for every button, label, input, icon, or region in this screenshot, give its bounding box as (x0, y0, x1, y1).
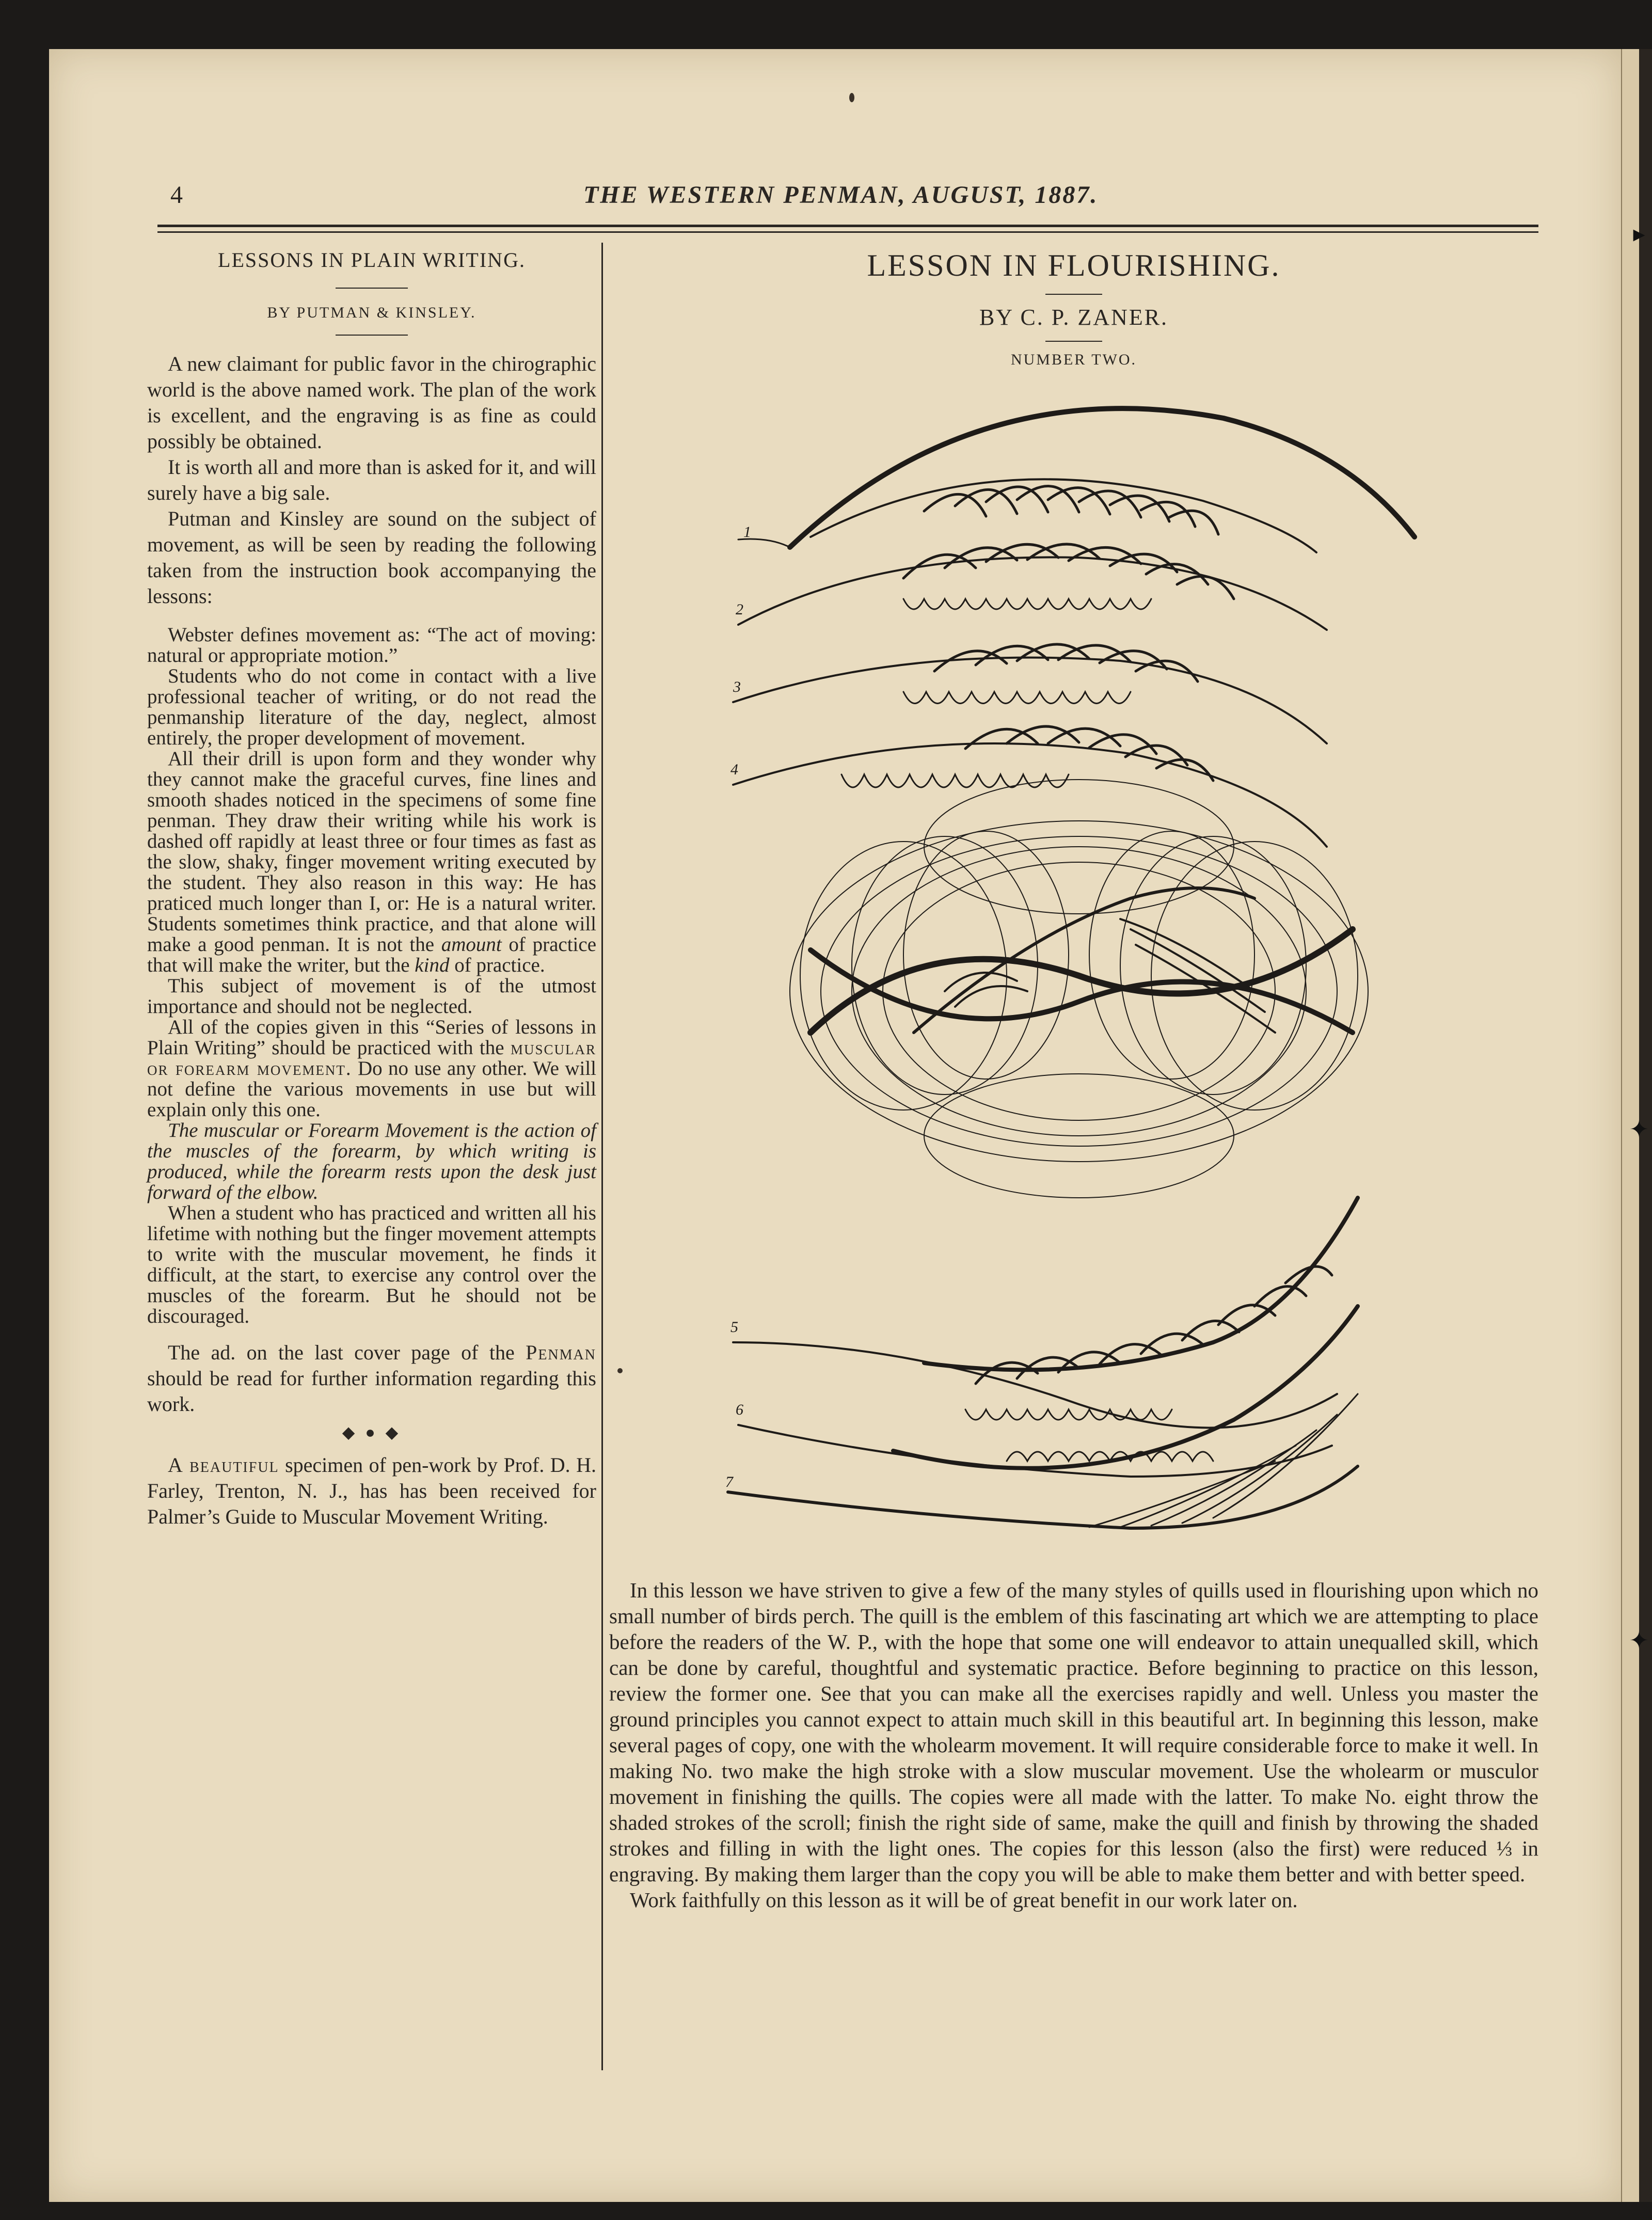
binding-ornament: ✦ (1629, 1116, 1649, 1143)
italic-word: amount (441, 933, 502, 956)
right-column-heading (609, 248, 1538, 369)
text-run: All their drill is upon form and they wonder why they cannot make the graceful curves, fine lines and smooth shades noticed in the specimens of some fine penman. They draw their writing while his work is dashed off rapidly at least three or four times as fast as the slow, shaky, finger movement writing executed by the student. They also reason in this way: He has praticed much longer than I, or: He is a natural writer. Students sometimes think practice, and that alone will make a good penman. It is not the (147, 748, 596, 956)
center-quill-barbs (945, 919, 1275, 1033)
figure-number-1: 1 (743, 524, 751, 541)
flourishing-quills-illustration (614, 382, 1538, 1539)
center-scroll-shade (811, 950, 1353, 1033)
text-run: of practice that will make the writer, but the (147, 933, 596, 976)
text-run: specimen of pen-work by Prof. D. H. Farley, Trenton, N. J., has has been received for Palmer’s Guide to Muscular Movement Writing. (147, 1453, 596, 1528)
text-run: All of the copies given in this “Series of lessons in Plain Writing” should be practiced with the (147, 1016, 596, 1059)
byline-rule (336, 335, 408, 336)
quill-5-shaft (733, 1342, 1337, 1428)
figure-number-5: 5 (730, 1319, 738, 1336)
print-speck (849, 93, 854, 102)
quill-2-shaft (738, 557, 1327, 630)
title-rule (336, 288, 408, 289)
italic-word: kind (415, 954, 450, 976)
text-run: The ad. on the last cover page of the (168, 1341, 526, 1364)
quoted-paragraph: This subject of movement is of the utmost importance and should not be neglected. (147, 975, 596, 1018)
quill-4-loops (841, 774, 1069, 787)
figure-number-2: 2 (736, 601, 743, 618)
figure-number-3: 3 (733, 678, 741, 695)
paragraph: Work faithfully on this lesson as it will be of great benefit in our work later on. (630, 1888, 1298, 1912)
quill-3-loops (903, 692, 1131, 704)
right-column-body (609, 1577, 1538, 1913)
page-number: 4 (170, 181, 183, 209)
figure-number-6: 6 (736, 1401, 743, 1418)
header-rule (157, 231, 1538, 233)
definition-paragraph: The muscular or Forearm Movement is the action of the muscles of the forearm, by which writing is produced, while the forearm rests upon the desk just forward of the elbow. (147, 1119, 596, 1203)
small-caps-word: Penman (526, 1341, 596, 1364)
header-rule (157, 225, 1538, 227)
small-caps-phrase: muscular or forearm movement. (147, 1037, 596, 1080)
article-subtitle: NUMBER TWO. (1010, 351, 1137, 368)
paragraph (147, 1452, 596, 1530)
article-byline: BY C. P. ZANER. (979, 305, 1169, 330)
text-run: Do no use any other. We will not define the various movements in use but will explain only this one. (147, 1057, 597, 1121)
small-caps-phrase: A beautiful (168, 1453, 279, 1477)
quoted-paragraph: Students who do not come in contact with a live professional teacher of writing, or do not read the penmanship literature of the day, neglect, almost entirely, the proper development of movement. (147, 665, 596, 749)
article-byline: BY PUTMAN & KINSLEY. (267, 304, 476, 321)
quill-4-barbs (965, 726, 1213, 781)
quoted-paragraph: Webster defines movement as: “The act of moving: natural or appropriate motion.” (147, 624, 596, 667)
article-title: LESSONS IN PLAIN WRITING. (218, 248, 526, 272)
page-header (170, 181, 1544, 217)
paragraph: In this lesson we have striven to give a few of the many styles of quills used in flourishing upon which no small number of birds perch. The quill is the emblem of this fascinating art which we are attempting to place before the readers of the W. P., with the hope that some one will endeavor to attain unequalled skill, which can be done by careful, thoughtful and systematic practice. Before beginning to practice on this lesson, review the former one. See that you can make all the exercises rapidly and well. Unless you master the ground principles you cannot expect to attain much skill in this beautiful art. In beginning this lesson, make several pages of copy, one with the wholearm movement. It will require considerable force to make it well. In making No. two make the high stroke with a slow muscular movement. Use the wholearm or musculor movement in finishing the quills. The copies were all made with the latter. To make No. eight throw the shaded strokes of the scroll; finish the right side of same, make the quill and finish by throwing the shaded strokes and filling in with the light ones. The copies for this lesson (also the first) were reduced ⅓ in engraving. By making them larger than the copy you will be able to make them better and with better speed. (609, 1578, 1538, 1886)
quill-3-barbs (934, 644, 1198, 681)
quill-5-barbs (976, 1266, 1332, 1384)
quoted-paragraph (147, 1017, 596, 1120)
quill-4-shaft (733, 743, 1327, 847)
title-rule (1045, 294, 1102, 295)
text-run: of practice. (449, 954, 545, 976)
running-head: THE WESTERN PENMAN, AUGUST, 1887. (583, 181, 1099, 209)
byline-rule (1045, 341, 1102, 342)
quoted-paragraph (147, 749, 596, 976)
text-run: should be read for further information regarding this work. (147, 1367, 596, 1416)
figure-number-7: 7 (725, 1473, 733, 1490)
quill-1-high-stroke (790, 408, 1415, 547)
left-column (147, 248, 596, 1530)
paragraph: A new claimant for public favor in the chirographic world is the above named work. The plan of the work is excellent, and the engraving is as fine as could possibly be obtained. (147, 352, 596, 453)
quoted-paragraph: When a student who has practiced and written all his lifetime with nothing but the finger movement attempts to write with the muscular movement, he finds it difficult, at the start, to exercise any control over the muscles of the forearm. But he should not be discouraged. (147, 1202, 596, 1327)
section-ornament: ◆ ● ◆ (342, 1423, 402, 1441)
paragraph: Putman and Kinsley are sound on the subject of movement, as will be seen by reading the following taken from the instruction book accompanying the lessons: (147, 507, 596, 608)
quill-6-loops (1007, 1452, 1213, 1461)
article-title: LESSON IN FLOURISHING. (867, 248, 1281, 282)
paragraph: It is worth all and more than is asked for it, and will surely have a big sale. (147, 455, 596, 504)
binding-ornament: ✦ (1629, 1627, 1649, 1654)
paragraph (147, 1340, 596, 1417)
quill-6-shade (893, 1306, 1358, 1468)
quill-5-loops (965, 1409, 1172, 1420)
quill-2-loops (903, 599, 1151, 609)
figure-number-4: 4 (730, 761, 738, 778)
column-divider (601, 243, 603, 2070)
binding-tick-mark: ▸ (1633, 220, 1645, 247)
